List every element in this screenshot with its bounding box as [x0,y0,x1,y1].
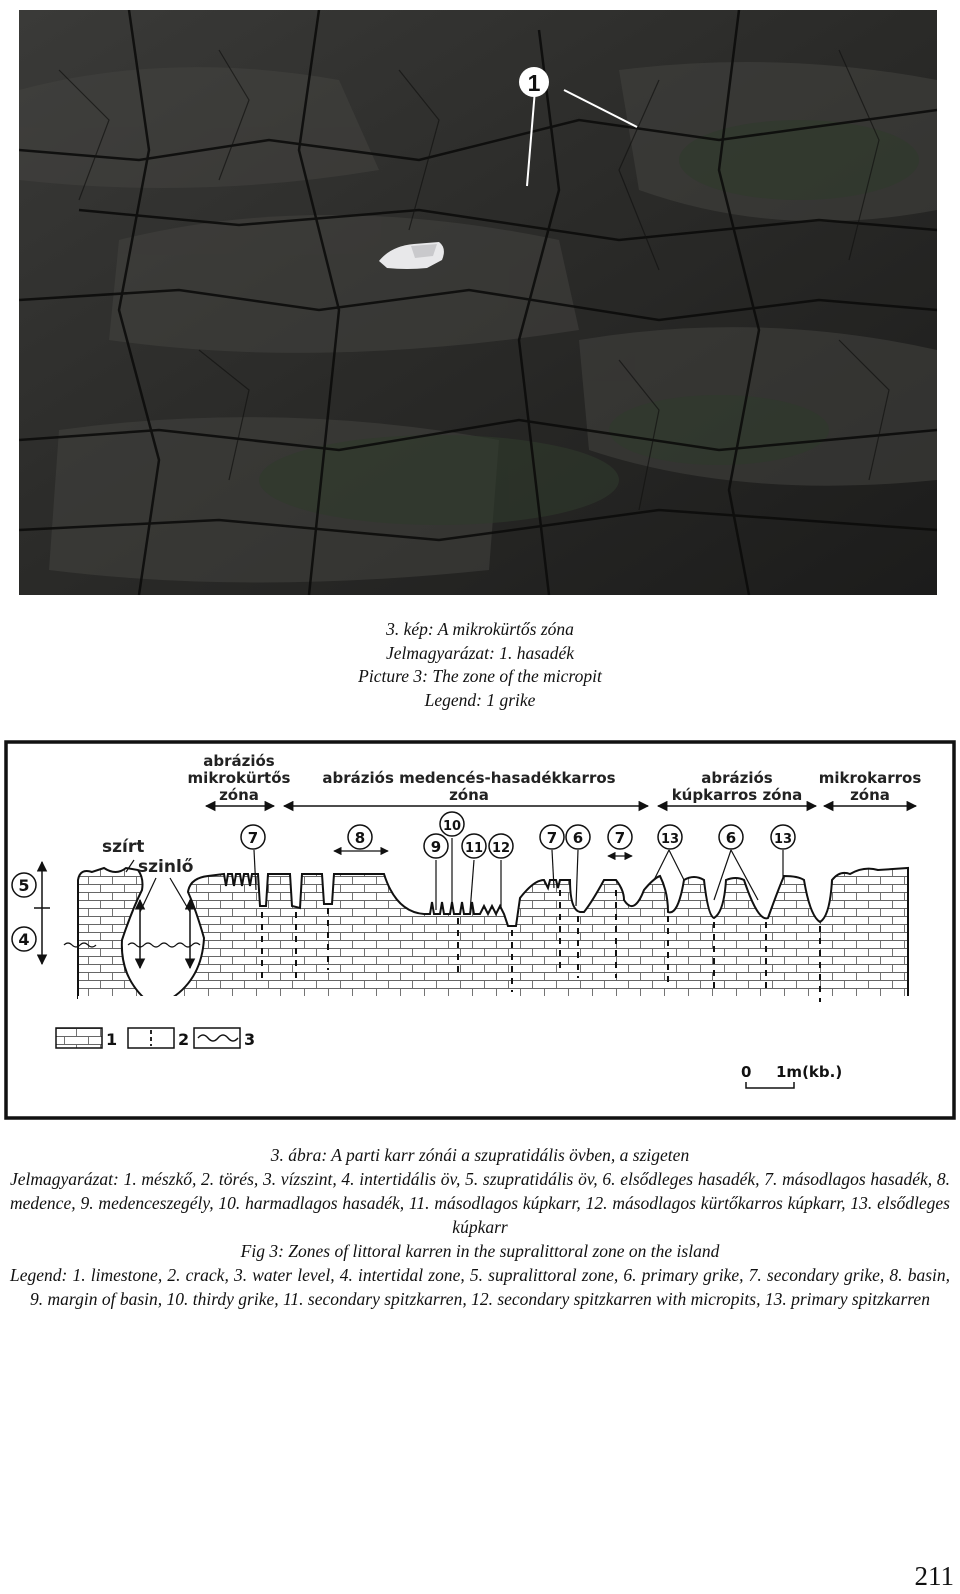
zone-label: mikrokürtős [187,769,291,787]
marker-6: 6 [572,829,584,847]
figure-caption [0,1143,960,1311]
picture-caption-en-title: Picture 3: The zone of the micropit [358,666,602,686]
picture-caption-hu-legend: Jelmagyarázat: 1. hasadék [385,642,575,663]
zone-label: abráziós medencés-hasadékkarros [322,769,616,787]
picture-caption [0,618,960,712]
figure-caption-en-title: Fig 3: Zones of littoral karren in the supralittoral zone on the island [240,1241,720,1261]
notch-label: szinlő [138,857,194,877]
figure-caption-en-legend: Legend: 1. limestone, 2. crack, 3. water level, 4. intertidal zone, 5. supralittoral zone, 6. primary grike, 7. secondary grike, 8. basin, 9. margin of basin, 10. thirdy grike, 11. secondary spitzkarren, 12. secondary spitzkarren with micropits, 13. primary spitzkarren [10,1265,950,1309]
zone-label: abráziós [203,752,275,770]
karren-zones-diagram [4,740,956,1122]
marker-13: 13 [773,832,793,847]
zone-label: zóna [850,786,890,804]
picture-caption-hu-title: 3. kép: A mikrokürtős zóna [386,619,574,639]
callout-number: 1 [527,70,541,96]
marker-7: 7 [546,829,558,847]
legend-1: 1 [106,1030,118,1049]
marker-11: 11 [464,841,484,856]
marker-7: 7 [247,829,259,847]
marker-13: 13 [660,832,680,847]
marker-7: 7 [614,829,626,847]
marker-6: 6 [725,829,737,847]
page-number: 211 [914,1561,954,1591]
picture-caption-en-legend: Legend: 1 grike [424,689,536,710]
marker-12: 12 [491,841,511,856]
cliff-label: szírt [102,837,145,857]
zone-label: zóna [219,786,259,804]
rock-photo [19,10,937,595]
scale-zero: 0 [741,1063,752,1081]
marker-5: 5 [18,876,30,895]
zone-label: zóna [449,786,489,804]
zone-label: abráziós [701,769,773,787]
legend-3: 3 [244,1030,256,1049]
marker-10: 10 [442,819,462,834]
figure-legend [56,1028,255,1049]
figure-caption-hu-legend: Jelmagyarázat: 1. mészkő, 2. törés, 3. vízszint, 4. intertidális öv, 5. szupratidális öv, 6. elsődleges hasadék, 7. másodlagos hasadék, 8. medence, 9. medenceszegély, 10. harmadlagos hasadék, 11. másodlagos kúpkarr, 12. másodlagos kürtőkarros kúpkarr, 13. elsődleges kúpkarr [10,1169,950,1237]
figure-caption-hu-title: 3. ábra: A parti karr zónái a szupratidális övben, a szigeten [270,1145,690,1165]
legend-2: 2 [178,1030,190,1049]
zone-label: kúpkarros zóna [671,786,803,804]
scale-label: 1m(kb.) [776,1063,843,1081]
marker-4: 4 [18,930,30,949]
zone-label: mikrokarros [818,769,922,787]
marker-9: 9 [430,838,442,856]
marker-8: 8 [354,829,366,847]
